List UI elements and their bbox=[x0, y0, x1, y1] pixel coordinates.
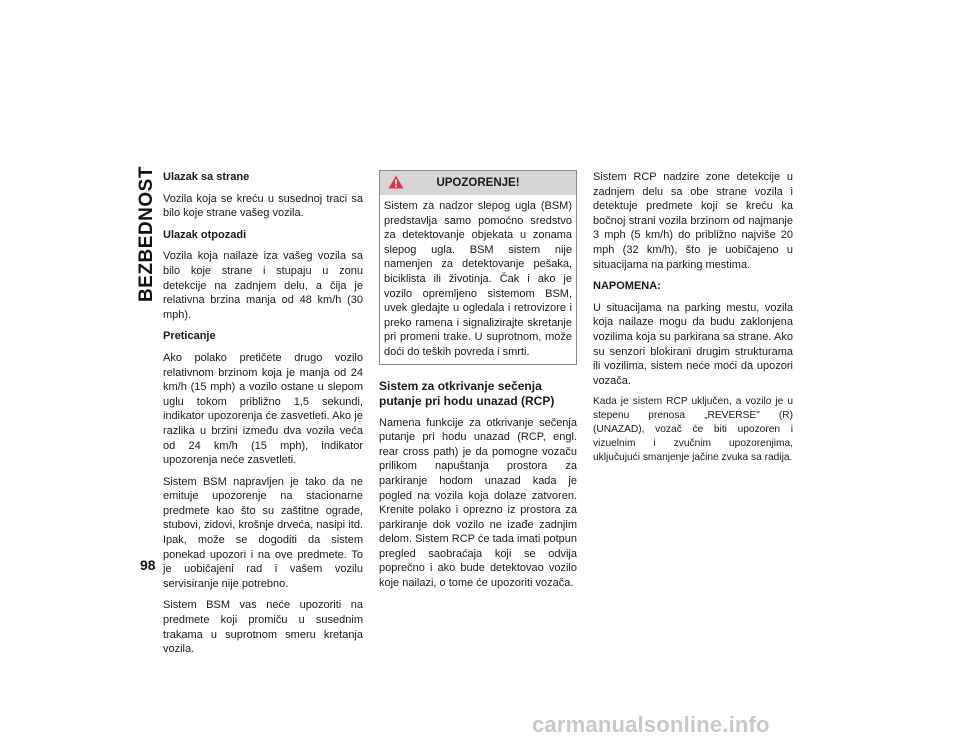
page-number: 98 bbox=[140, 557, 156, 573]
section-side-title bbox=[128, 166, 166, 302]
heading-rear-entry: Ulazak otpozadi bbox=[163, 228, 247, 241]
paragraph-opposite-lanes: Sistem BSM vas neće upozoriti na predmete koji promiču u susednim trakama u suprotnom smeru kretanja vozila. bbox=[163, 599, 363, 656]
paragraph-rear-entry: Vozila koja nailaze iza vašeg vozila sa bilo koje strane i stupaju u zonu detekcije na zadnjem delu, a čija je relativna brzina manja od 48 km/h (30 mph). bbox=[163, 250, 363, 321]
watermark: carmanualsonline.info bbox=[532, 712, 770, 737]
column-middle bbox=[379, 170, 577, 598]
warning-header bbox=[380, 171, 576, 195]
column-left bbox=[163, 170, 363, 664]
section-side-title-text: BEZBEDNOST bbox=[136, 166, 157, 302]
heading-overtaking: Preticanje bbox=[163, 330, 216, 343]
paragraph-overtaking: Ako polako pretičete drugo vozilo relativnom brzinom koja je manja od 24 km/h (15 mph) a vozilo ostane u slepom uglu tokom približno 1,5 sekundi, indikator upozorenja će zasvetleti. Ako je razlika u brzini između dva vozila veća od 24 km/h (15 mph), indikator upozorenja neće zasvetleti. bbox=[163, 351, 363, 467]
note-body: U situacijama na parking mestu, vozila koja nailaze mogu da budu zaklonjena vozilima koja su parkirana sa strane. Ako su senzori blokirani drugim strukturama ili vozilima, sistem neće moći da upozori vozača. bbox=[593, 301, 793, 387]
warning-box bbox=[379, 170, 577, 365]
paragraph-rcp-zones: Sistem RCP nadzire zone detekcije u zadnjem delu sa obe strane vozila i detektuje predmete koji se kreću ka bočnoj strani vozila brzinom od najmanje 3 mph (5 km/h) do približno najviše 20 mph (32 km/h), što je uobičajeno u situacijama na parking mestima. bbox=[593, 171, 793, 271]
column-right bbox=[593, 170, 793, 472]
warning-triangle-icon bbox=[388, 175, 404, 189]
paragraph-rcp-alerts: Kada je sistem RCP uključen, a vozilo je u stepenu prenosa „REVERSE" (R) (UNAZAD), vozač će biti upozoren i vizuelnim i zvučnim upozorenjima, uključujući smanjenje jačine zvuka sa radija. bbox=[593, 396, 793, 464]
subheading-rcp: Sistem za otkrivanje sečenja putanje pri hodu unazad (RCP) bbox=[379, 378, 555, 408]
paragraph-stationary-objects: Sistem BSM napravljen je tako da ne emituje upozorenje na stacionarne predmete kao što su zaštitne ograde, stubovi, zidovi, krošnje drveća, nasipi itd. Ipak, može se dogoditi da sistem ponekad upozori i na ove predmete. To je uobičajeni rad i vašem vozilu servisiranje nije potrebno. bbox=[163, 475, 363, 590]
paragraph-side-entry: Vozila koja se kreću u susednoj traci sa bilo koje strane vašeg vozila. bbox=[163, 192, 363, 220]
warning-text: Sistem za nadzor slepog ugla (BSM) predstavlja samo pomoćno sredstvo za detektovanje objekata u zonama slepog ugla. BSM sistem nije namenjen za detektovanje pešaka, biciklista ili životinja. Čak i ako je vozilo opremljeno sistemom BSM, uvek gledajte u ogledala i retrovizore i preko ramena i signalizirajte skretanje pri promeni trake. U suprotnom, može doći do teških povreda i smrti. bbox=[384, 200, 572, 358]
paragraph-rcp-purpose: Namena funkcije za otkrivanje sečenja putanje pri hodu unazad (RCP, engl. rear cross path) je da pomogne vozaču prilikom napuštanja prostora za parkiranje hodom unazad kada je pogled na vozila koja dolaze zatvoren. Krenite polako i oprezno iz prostora za parkiranje dok vozilo ne izađe zadnjim delom. Sistem RCP će tada imati potpun pregled saobraćaja koji se odvija poprečno i ako bude detektovao vozilo koje nailazi, o tome će upozoriti vozača. bbox=[379, 416, 577, 590]
warning-title: UPOZORENJE! bbox=[436, 176, 520, 189]
heading-side-entry: Ulazak sa strane bbox=[163, 171, 250, 183]
warning-body bbox=[380, 195, 576, 364]
note-title: NAPOMENA: bbox=[593, 280, 661, 293]
